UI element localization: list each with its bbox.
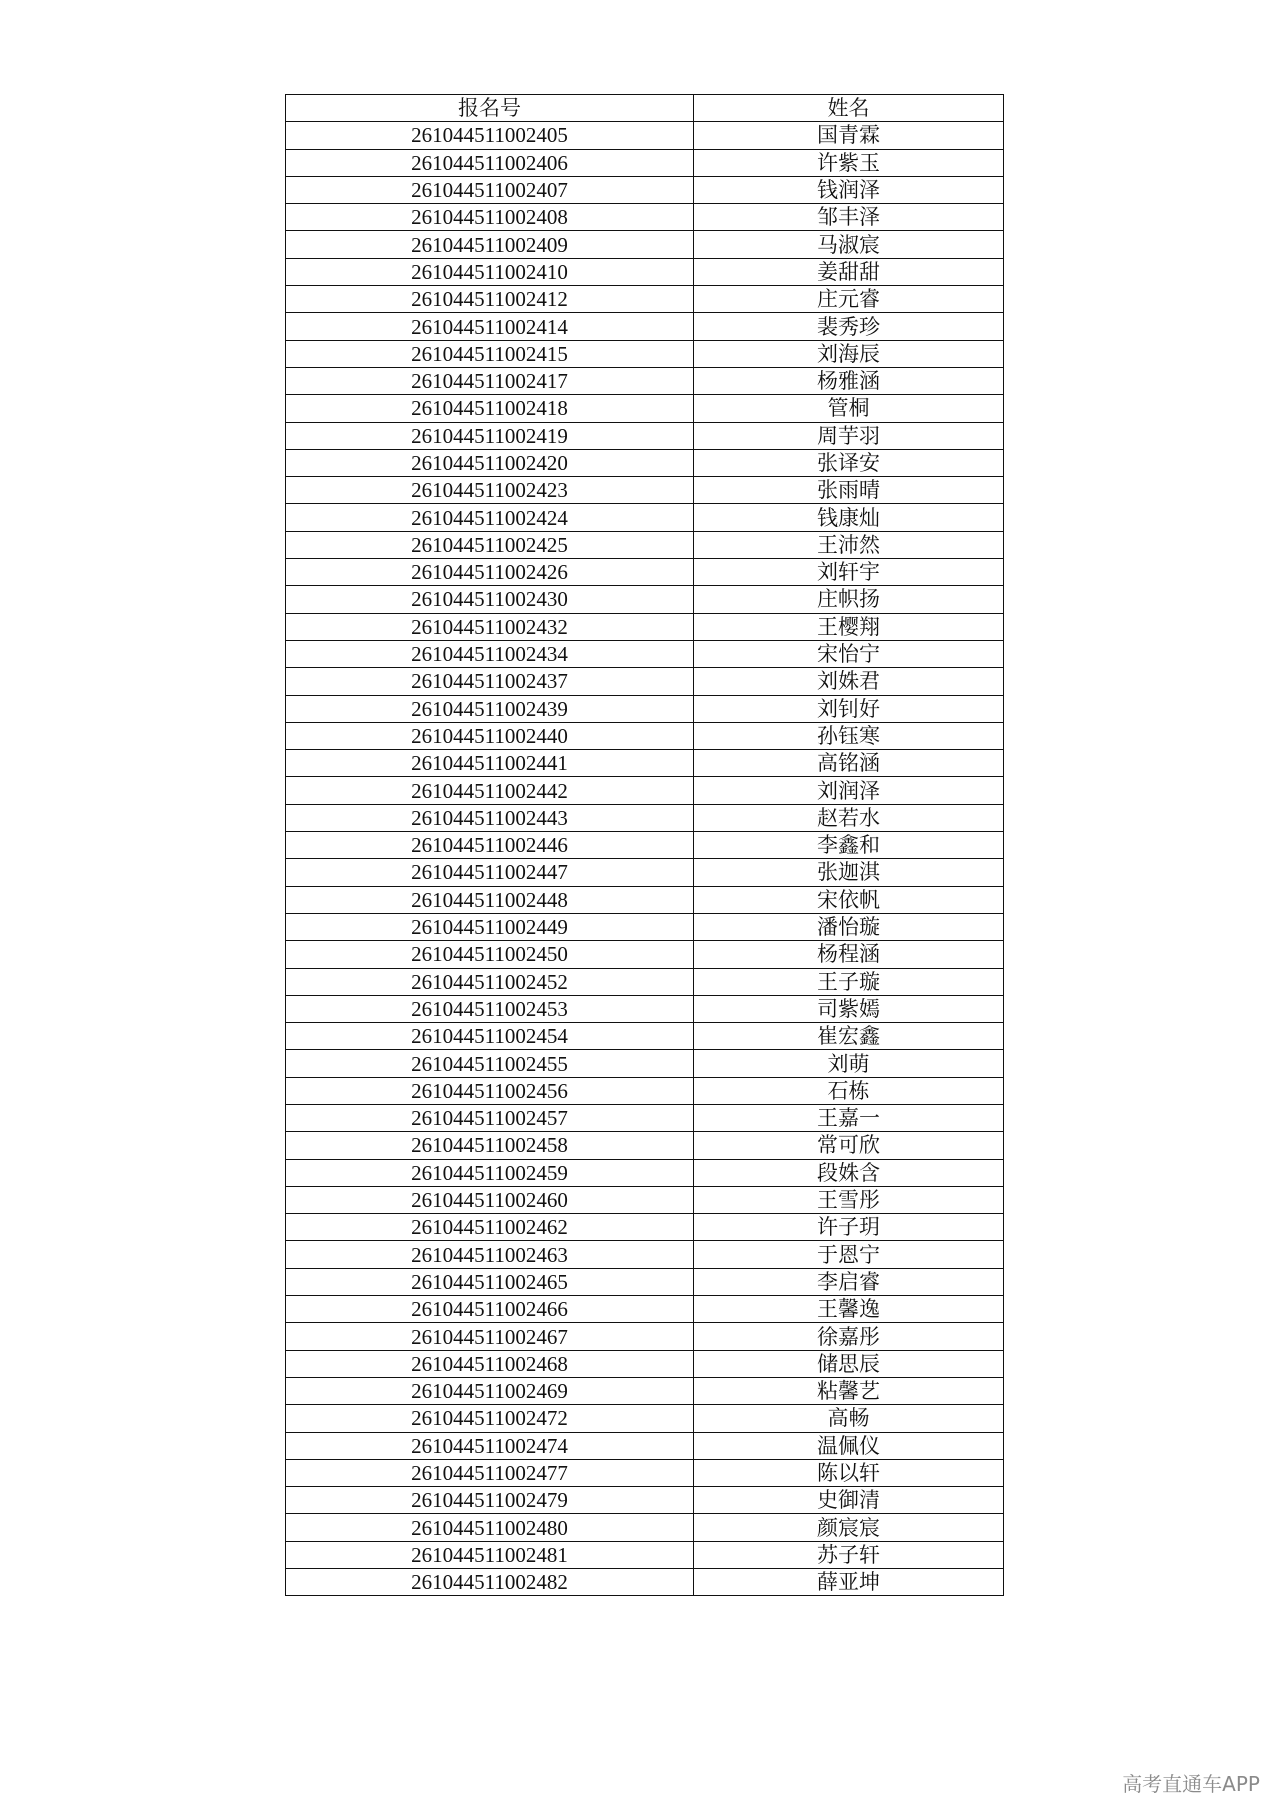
table-row (286, 613, 1004, 640)
student-name-cell: 高畅 (694, 1405, 1004, 1432)
table-row (286, 395, 1004, 422)
student-name-cell: 管桐 (694, 395, 1004, 422)
student-name-cell: 张雨晴 (694, 477, 1004, 504)
registration-number-cell: 261044511002454 (286, 1023, 694, 1050)
student-name-cell: 赵若水 (694, 804, 1004, 831)
table-row (286, 1541, 1004, 1568)
registration-number-cell: 261044511002463 (286, 1241, 694, 1268)
registration-number-cell: 261044511002414 (286, 313, 694, 340)
table-row (286, 750, 1004, 777)
registration-number-cell: 261044511002474 (286, 1432, 694, 1459)
student-name-cell: 裴秀珍 (694, 313, 1004, 340)
student-name-cell: 陈以轩 (694, 1459, 1004, 1486)
registration-number-cell: 261044511002412 (286, 286, 694, 313)
table-row (286, 968, 1004, 995)
registration-number-cell: 261044511002482 (286, 1569, 694, 1596)
table-row (286, 204, 1004, 231)
table-row (286, 422, 1004, 449)
table-row (286, 122, 1004, 149)
registration-number-cell: 261044511002407 (286, 176, 694, 203)
table-row (286, 586, 1004, 613)
table-row (286, 941, 1004, 968)
registration-number-cell: 261044511002455 (286, 1050, 694, 1077)
student-name-cell: 颜宸宸 (694, 1514, 1004, 1541)
student-name-cell: 储思辰 (694, 1350, 1004, 1377)
registration-number-cell: 261044511002406 (286, 149, 694, 176)
registration-number-cell: 261044511002426 (286, 559, 694, 586)
table-row (286, 1350, 1004, 1377)
table-row (286, 1132, 1004, 1159)
student-name-cell: 庄帜扬 (694, 586, 1004, 613)
registration-number-cell: 261044511002424 (286, 504, 694, 531)
table-row (286, 231, 1004, 258)
registration-number-cell: 261044511002417 (286, 367, 694, 394)
registration-number-cell: 261044511002408 (286, 204, 694, 231)
table-row (286, 1514, 1004, 1541)
table-row (286, 913, 1004, 940)
registration-number-cell: 261044511002410 (286, 258, 694, 285)
registration-number-cell: 261044511002442 (286, 777, 694, 804)
registration-number-cell: 261044511002419 (286, 422, 694, 449)
watermark-text: 高考直通车APP (1122, 1772, 1260, 1796)
registration-number-cell: 261044511002480 (286, 1514, 694, 1541)
registration-number-cell: 261044511002465 (286, 1268, 694, 1295)
table-row (286, 1432, 1004, 1459)
table-row (286, 531, 1004, 558)
student-name-cell: 崔宏鑫 (694, 1023, 1004, 1050)
student-name-cell: 史御清 (694, 1487, 1004, 1514)
student-name-cell: 温佩仪 (694, 1432, 1004, 1459)
student-name-cell: 于恩宁 (694, 1241, 1004, 1268)
student-name-cell: 刘钊好 (694, 695, 1004, 722)
table-row (286, 1268, 1004, 1295)
table-row (286, 1323, 1004, 1350)
registration-number-cell: 261044511002448 (286, 886, 694, 913)
registration-number-cell: 261044511002415 (286, 340, 694, 367)
roster-sheet (285, 94, 1003, 1596)
table-row (286, 1186, 1004, 1213)
student-name-cell: 刘姝君 (694, 668, 1004, 695)
table-row (286, 1459, 1004, 1486)
table-row (286, 1569, 1004, 1596)
table-row (286, 722, 1004, 749)
student-name-cell: 潘怡璇 (694, 913, 1004, 940)
table-row (286, 777, 1004, 804)
registration-number-cell: 261044511002479 (286, 1487, 694, 1514)
student-name-cell: 王雪彤 (694, 1186, 1004, 1213)
table-row (286, 340, 1004, 367)
registration-number-cell: 261044511002466 (286, 1296, 694, 1323)
table-row (286, 832, 1004, 859)
student-name-cell: 钱康灿 (694, 504, 1004, 531)
table-row (286, 1023, 1004, 1050)
registration-number-cell: 261044511002430 (286, 586, 694, 613)
registration-number-cell: 261044511002467 (286, 1323, 694, 1350)
registration-number-cell: 261044511002437 (286, 668, 694, 695)
registration-number-cell: 261044511002477 (286, 1459, 694, 1486)
table-header (286, 95, 1004, 122)
student-name-cell: 司紫嫣 (694, 995, 1004, 1022)
registration-number-cell: 261044511002409 (286, 231, 694, 258)
table-row (286, 1405, 1004, 1432)
registration-number-cell: 261044511002447 (286, 859, 694, 886)
table-row (286, 176, 1004, 203)
table-row (286, 1241, 1004, 1268)
registration-number-cell: 261044511002460 (286, 1186, 694, 1213)
table-row (286, 859, 1004, 886)
registration-number-cell: 261044511002420 (286, 449, 694, 476)
student-name-cell: 张迦淇 (694, 859, 1004, 886)
student-name-cell: 刘萌 (694, 1050, 1004, 1077)
student-name-cell: 杨程涵 (694, 941, 1004, 968)
student-name-cell: 王樱翔 (694, 613, 1004, 640)
registration-number-cell: 261044511002449 (286, 913, 694, 940)
table-row (286, 640, 1004, 667)
table-row (286, 313, 1004, 340)
registration-number-cell: 261044511002458 (286, 1132, 694, 1159)
column-header-name: 姓名 (694, 95, 1004, 122)
registration-number-cell: 261044511002434 (286, 640, 694, 667)
student-name-cell: 庄元睿 (694, 286, 1004, 313)
table-row (286, 286, 1004, 313)
student-name-cell: 李鑫和 (694, 832, 1004, 859)
table-row (286, 1104, 1004, 1131)
table-row (286, 1377, 1004, 1404)
student-name-cell: 石栋 (694, 1077, 1004, 1104)
header-row (286, 95, 1004, 122)
student-name-cell: 王馨逸 (694, 1296, 1004, 1323)
table-row (286, 477, 1004, 504)
student-name-cell: 王子璇 (694, 968, 1004, 995)
table-row (286, 258, 1004, 285)
table-row (286, 804, 1004, 831)
registration-number-cell: 261044511002439 (286, 695, 694, 722)
student-name-cell: 粘馨艺 (694, 1377, 1004, 1404)
table-row (286, 1050, 1004, 1077)
student-name-cell: 刘海辰 (694, 340, 1004, 367)
student-name-cell: 张译安 (694, 449, 1004, 476)
table-row (286, 1077, 1004, 1104)
table-body (286, 122, 1004, 1596)
registration-number-cell: 261044511002452 (286, 968, 694, 995)
table-row (286, 668, 1004, 695)
student-name-cell: 钱润泽 (694, 176, 1004, 203)
student-name-cell: 宋怡宁 (694, 640, 1004, 667)
registration-number-cell: 261044511002441 (286, 750, 694, 777)
table-row (286, 449, 1004, 476)
table-row (286, 1296, 1004, 1323)
registration-number-cell: 261044511002459 (286, 1159, 694, 1186)
student-name-cell: 王嘉一 (694, 1104, 1004, 1131)
registration-number-cell: 261044511002405 (286, 122, 694, 149)
registration-number-cell: 261044511002450 (286, 941, 694, 968)
registration-number-cell: 261044511002418 (286, 395, 694, 422)
student-name-cell: 徐嘉彤 (694, 1323, 1004, 1350)
student-name-cell: 刘轩宇 (694, 559, 1004, 586)
student-name-cell: 邹丰泽 (694, 204, 1004, 231)
student-name-cell: 周芋羽 (694, 422, 1004, 449)
registration-number-cell: 261044511002432 (286, 613, 694, 640)
registration-number-cell: 261044511002453 (286, 995, 694, 1022)
registration-number-cell: 261044511002469 (286, 1377, 694, 1404)
registration-number-cell: 261044511002481 (286, 1541, 694, 1568)
registration-number-cell: 261044511002423 (286, 477, 694, 504)
table-row (286, 1214, 1004, 1241)
student-name-cell: 杨雅涵 (694, 367, 1004, 394)
student-name-cell: 许紫玉 (694, 149, 1004, 176)
student-name-cell: 许子玥 (694, 1214, 1004, 1241)
registration-number-cell: 261044511002468 (286, 1350, 694, 1377)
registration-number-cell: 261044511002457 (286, 1104, 694, 1131)
table-row (286, 695, 1004, 722)
table-row (286, 1487, 1004, 1514)
registration-number-cell: 261044511002446 (286, 832, 694, 859)
student-name-cell: 宋依帆 (694, 886, 1004, 913)
registration-number-cell: 261044511002462 (286, 1214, 694, 1241)
student-name-cell: 高铭涵 (694, 750, 1004, 777)
registration-number-cell: 261044511002472 (286, 1405, 694, 1432)
column-header-id: 报名号 (286, 95, 694, 122)
student-name-cell: 王沛然 (694, 531, 1004, 558)
student-name-cell: 薛亚坤 (694, 1569, 1004, 1596)
student-name-cell: 姜甜甜 (694, 258, 1004, 285)
registration-number-cell: 261044511002440 (286, 722, 694, 749)
table-row (286, 504, 1004, 531)
table-row (286, 149, 1004, 176)
student-name-cell: 马淑宸 (694, 231, 1004, 258)
registration-number-cell: 261044511002425 (286, 531, 694, 558)
student-name-cell: 常可欣 (694, 1132, 1004, 1159)
student-name-cell: 国青霖 (694, 122, 1004, 149)
student-name-cell: 刘润泽 (694, 777, 1004, 804)
table-row (286, 559, 1004, 586)
student-name-cell: 李启睿 (694, 1268, 1004, 1295)
table-row (286, 995, 1004, 1022)
student-name-cell: 孙钰寒 (694, 722, 1004, 749)
registration-number-cell: 261044511002456 (286, 1077, 694, 1104)
student-name-cell: 苏子轩 (694, 1541, 1004, 1568)
student-name-cell: 段姝含 (694, 1159, 1004, 1186)
registration-number-cell: 261044511002443 (286, 804, 694, 831)
roster-table (285, 94, 1004, 1596)
table-row (286, 367, 1004, 394)
table-row (286, 886, 1004, 913)
table-row (286, 1159, 1004, 1186)
